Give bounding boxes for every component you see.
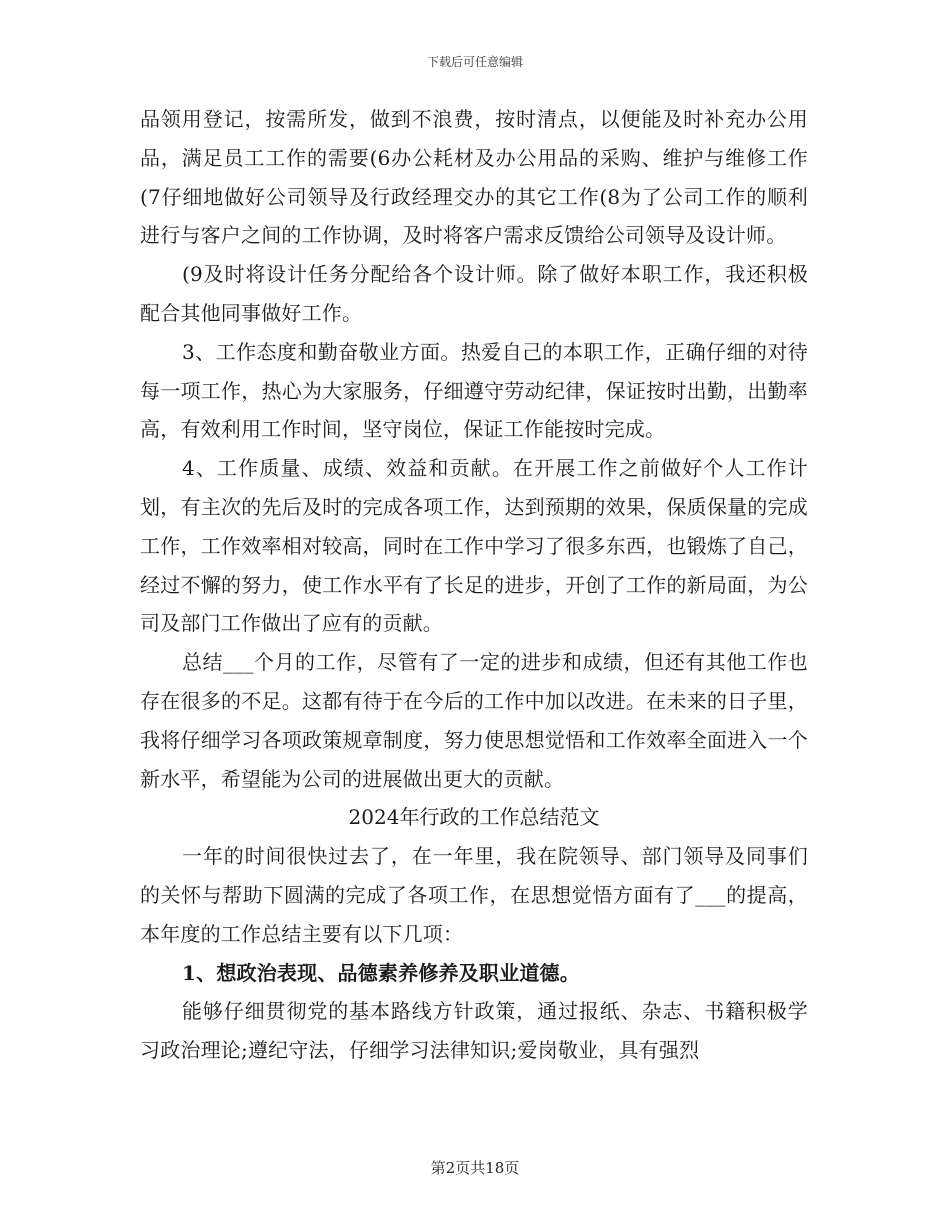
paragraph-office-supplies: 品领用登记，按需所发，做到不浪费，按时清点，以便能及时补充办公用品，满足员工工作的需要(6办公耗材及办公用品的采购、维护与维修工作(7仔细地做好公司领导及行政经理交办的其它工作(8为了公司工作的顺利进行与客户之间的工作协调，及时将客户需求反馈给公司领导及设计师。	[140, 107, 808, 248]
paragraph-year-intro: 一年的时间很快过去了，在一年里，我在院领导、部门领导及同事们的关怀与帮助下圆满的完成了各项工作，在思想觉悟方面有了___的提高，本年度的工作总结主要有以下几项：	[140, 844, 808, 946]
paragraph-summary: 总结___个月的工作，尽管有了一定的进步和成绩，但还有其他工作也存在很多的不足。这都有待于在今后的工作中加以改进。在未来的日子里，我将仔细学习各项政策规章制度，努力使思想觉悟和工作效率全面进入一个新水平，希望能为公司的进展做出更大的贡献。	[140, 650, 808, 791]
paragraph-work-attitude: 3、工作态度和勤奋敬业方面。热爱自己的本职工作，正确仔细的对待每一项工作，热心为大家服务，仔细遵守劳动纪律，保证按时出勤，出勤率高，有效利用工作时间，坚守岗位，保证工作能按时完成。	[140, 339, 808, 442]
page-number: 第2页共18页	[430, 1159, 520, 1177]
section-heading-political: 1、想政治表现、品德素养修养及职业道德。	[182, 960, 580, 985]
document-title: 2024年行政的工作总结范文	[348, 805, 600, 830]
paragraph-design-tasks: (9及时将设计任务分配给各个设计师。除了做好本职工作，我还积极配合其他同事做好工作。	[140, 262, 808, 325]
page-header: 下载后可任意编辑	[426, 55, 523, 69]
document-body	[140, 100, 808, 1070]
paragraph-political-details: 能够仔细贯彻党的基本路线方针政策，通过报纸、杂志、书籍积极学习政治理论;遵纪守法，仔细学习法律知识;爱岗敬业，具有强烈	[140, 999, 808, 1063]
paragraph-work-quality: 4、工作质量、成绩、效益和贡献。在开展工作之前做好个人工作计划，有主次的先后及时的完成各项工作，达到预期的效果，保质保量的完成工作，工作效率相对较高，同时在工作中学习了很多东西，也锻炼了自己，经过不懈的努力，使工作水平有了长足的进步，开创了工作的新局面，为公司及部门工作做出了应有的贡献。	[140, 456, 808, 636]
